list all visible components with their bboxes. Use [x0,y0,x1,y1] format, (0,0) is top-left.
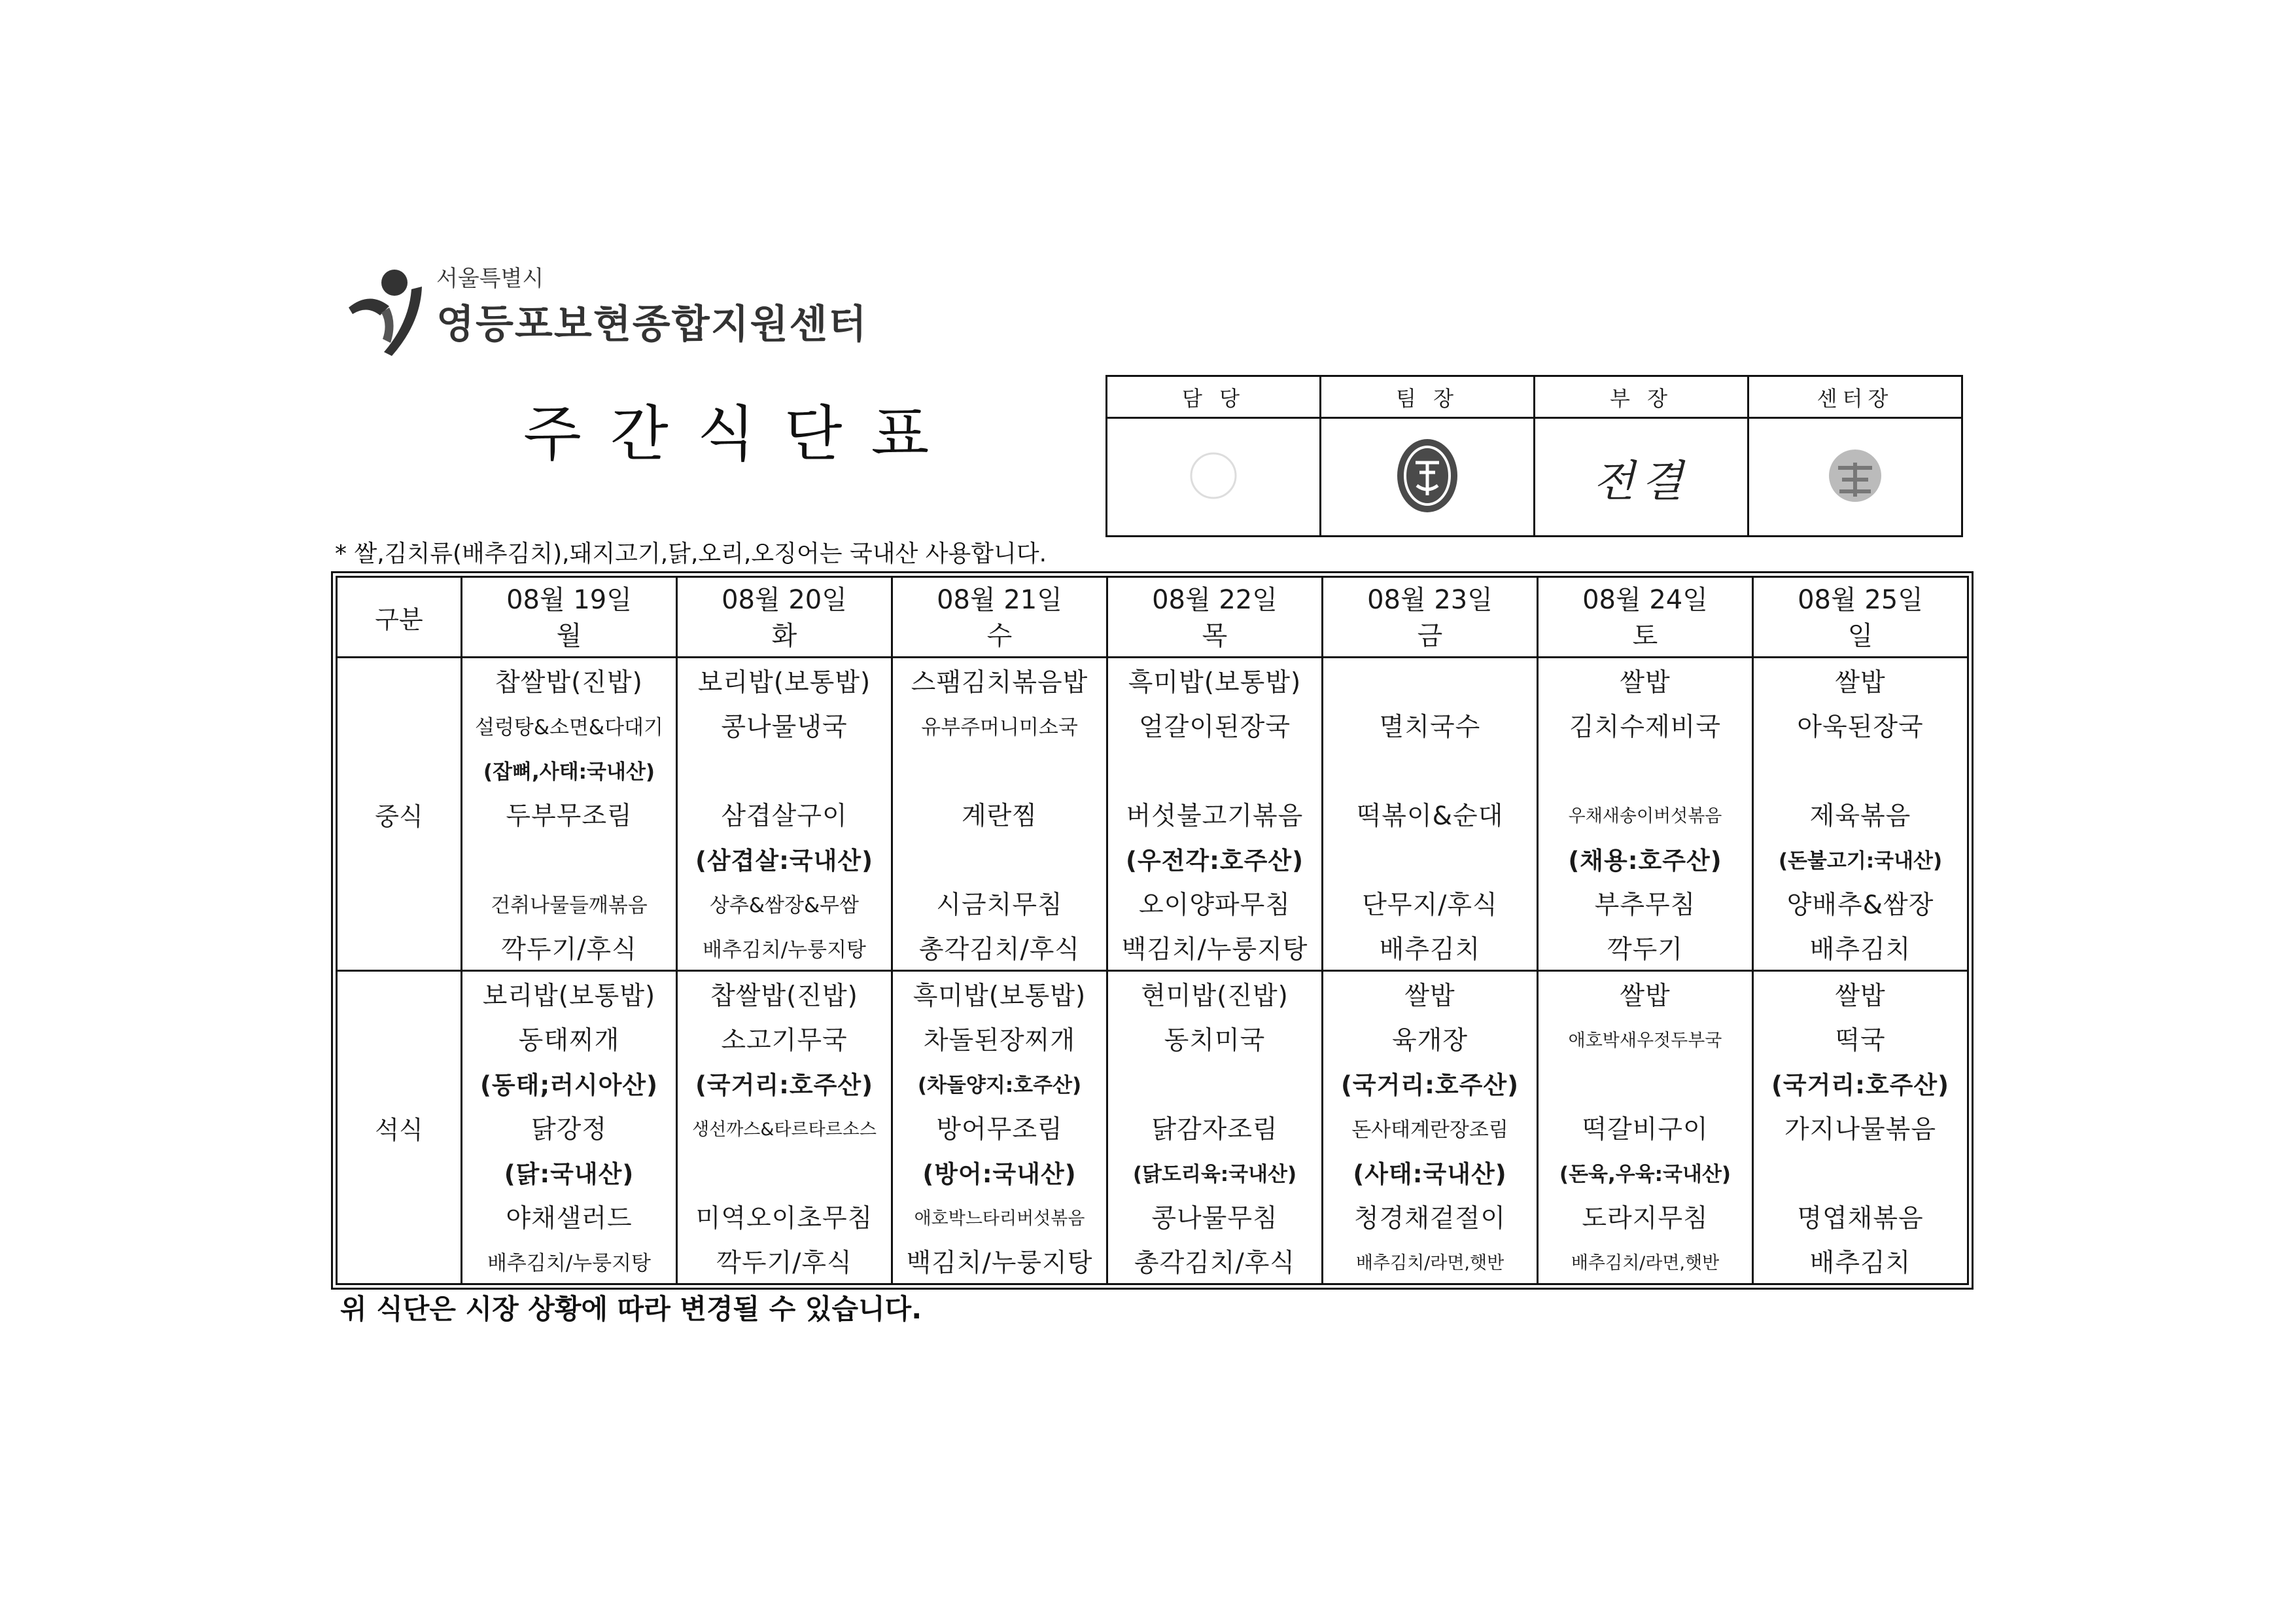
day-weekday: 금 [1417,621,1443,651]
origin-label: (채용:호주산) [1568,847,1722,875]
menu-item [1323,658,1537,703]
day-date: 08월 23일 [1367,585,1493,615]
menu-cell [1323,658,1538,971]
menu-item [678,1150,891,1194]
menu-item [893,747,1106,792]
menu-item [1754,747,1967,792]
menu-item: 김치수제비국 [1569,713,1722,742]
menu-item: 미역오이초무침 [695,1204,873,1233]
menu-item: 보리밥(보통밥) [482,981,656,1011]
menu-cell [1538,971,1753,1284]
menu-item [1539,747,1752,792]
menu-item: 차돌된장찌개 [923,1026,1076,1055]
origin-label: (차돌양지:호주산) [917,1073,1082,1097]
menu-cell [462,971,677,1284]
menu-item [1108,1061,1321,1105]
menu-cell [1107,971,1323,1284]
origin-note: * 쌀,김치류(배추김치),돼지고기,닭,오리,오징어는 국내산 사용합니다. [335,540,1047,567]
menu-item: 배추김치/누룽지탕 [487,1251,651,1275]
day-date: 08월 20일 [722,585,847,615]
faint-seal-icon [1181,443,1246,508]
menu-item: 깍두기/후식 [716,1248,852,1278]
menu-item: 찹쌀밥(진밥) [710,981,858,1011]
origin-label: (동태;러시아산) [479,1071,659,1099]
day-header [462,577,677,658]
day-header [892,577,1107,658]
menu-item: 애호박새우젓두부국 [1568,1030,1722,1051]
menu-item: 명엽채볶음 [1797,1204,1924,1233]
approval-sign-staff [1107,418,1321,537]
menu-item: 방어무조림 [936,1115,1063,1144]
origin-label: (삼겹살:국내산) [695,847,874,875]
menu-item: 도라지무침 [1582,1204,1709,1233]
center-logo [343,260,880,359]
menu-item: 흑미밥(보통밥) [913,981,1087,1011]
menu-item [1539,1061,1752,1105]
menu-item: 동태찌개 [518,1026,620,1055]
menu-item: 배추김치/누룽지탕 [702,938,866,962]
menu-item: 쌀밥 [1620,981,1671,1011]
menu-item: 쌀밥 [1835,668,1886,697]
day-weekday: 일 [1847,621,1873,651]
menu-item: 깍두기 [1607,935,1684,964]
menu-item: 총각김치/후식 [918,935,1081,964]
menu-item: 가지나물볶음 [1784,1115,1937,1144]
approval-box [1105,375,1963,537]
approval-header-team-lead: 팀 장 [1321,376,1535,418]
person-logo-icon [343,260,435,359]
day-weekday: 목 [1202,621,1228,651]
menu-item: 상추&쌈장&무쌈 [709,893,860,917]
approval-header-director: 센터장 [1748,376,1962,418]
menu-item: 우채새송이버섯볶음 [1568,805,1722,826]
menu-item: 총각김치/후식 [1134,1248,1296,1278]
menu-item: 설렁탕&소면&다대기 [475,715,663,739]
day-weekday: 수 [986,621,1013,651]
menu-item: 동치미국 [1164,1026,1266,1055]
day-weekday: 토 [1632,621,1658,651]
meal-label-dinner: 석식 [337,971,462,1284]
menu-cell [462,658,677,971]
menu-item: 생선까스&타르타르소스 [692,1119,877,1140]
logo-city-text: 서울특별시 [436,266,544,292]
menu-cell [677,658,892,971]
menu-item: 배추김치 [1809,935,1911,964]
menu-item: 떡국 [1835,1026,1886,1055]
menu-item: 시금치무침 [936,891,1063,920]
menu-item: 쌀밥 [1620,668,1671,697]
approval-sign-manager [1535,418,1748,537]
menu-cell [892,971,1107,1284]
menu-item: 얼갈이된장국 [1138,713,1291,742]
origin-label: (국거리:호주산) [695,1071,874,1099]
origin-label: (잡뼈,사태:국내산) [483,760,655,784]
stamp-seal-icon [1816,436,1894,515]
menu-item: 계란찜 [961,802,1038,831]
menu-item [893,836,1106,881]
day-date: 08월 25일 [1798,585,1923,615]
menu-item: 양배추&쌈장 [1786,891,1934,920]
menu-item: 콩나물무침 [1151,1204,1278,1233]
day-header [1323,577,1538,658]
dinner-row [337,971,1968,1284]
weekly-menu-table [331,571,1974,1290]
origin-label: (닭:국내산) [504,1160,635,1188]
menu-item: 쌀밥 [1835,981,1886,1011]
menu-item: 쌀밥 [1404,981,1455,1011]
origin-label: (국거리:호주산) [1771,1071,1950,1099]
menu-item: 떡갈비구이 [1582,1115,1709,1144]
origin-label: (우전각:호주산) [1125,847,1304,875]
menu-item: 육개장 [1391,1026,1469,1055]
menu-item [1108,747,1321,792]
day-header [1107,577,1323,658]
menu-item: 닭감자조림 [1151,1115,1278,1144]
menu-item: 백김치/누룽지탕 [906,1248,1093,1278]
menu-item: 배추김치 [1379,935,1481,964]
day-date: 08월 24일 [1582,585,1708,615]
menu-item: 찹쌀밥(진밥) [495,668,643,697]
menu-item: 애호박느타리버섯볶음 [914,1208,1085,1229]
menu-item: 아욱된장국 [1797,713,1924,742]
menu-item: 백김치/누룽지탕 [1121,935,1308,964]
day-header [1753,577,1968,658]
menu-item: 흑미밥(보통밥) [1128,668,1302,697]
menu-item: 콩나물냉국 [721,713,848,742]
menu-cell [1323,971,1538,1284]
header-row [337,577,1968,658]
menu-item: 버섯불고기볶음 [1126,802,1304,831]
day-date: 08월 22일 [1152,585,1278,615]
menu-item: 현미밥(진밥) [1141,981,1289,1011]
menu-item: 배추김치 [1809,1248,1911,1278]
day-header [677,577,892,658]
menu-item: 배추김치/라면,햇반 [1355,1252,1505,1273]
menu-item: 유부주머니미소국 [921,715,1078,739]
logo-center-name: 영등포보현종합지원센터 [436,302,868,347]
menu-item: 깍두기/후식 [501,935,637,964]
approval-sign-team-lead [1321,418,1535,537]
menu-cell [1753,971,1968,1284]
day-weekday: 화 [771,621,797,651]
approval-header-manager: 부 장 [1535,376,1748,418]
menu-item: 떡볶이&순대 [1356,802,1504,831]
origin-label: (방어:국내산) [922,1160,1077,1188]
menu-item: 멸치국수 [1379,713,1481,742]
footer-notice: 위 식단은 시장 상황에 따라 변경될 수 있습니다. [340,1293,922,1325]
menu-item: 닭강정 [531,1115,608,1144]
origin-label: (국거리:호주산) [1340,1071,1520,1099]
page-title: 주간식단표 [523,399,958,469]
menu-item: 배추김치/라면,햇반 [1571,1252,1720,1273]
menu-cell [1538,658,1753,971]
menu-item: 보리밥(보통밥) [697,668,871,697]
lunch-row [337,658,1968,971]
meal-label-lunch: 중식 [337,658,462,971]
menu-cell [677,971,892,1284]
menu-item: 두부무조림 [506,802,633,831]
menu-item: 건취나물들깨볶음 [491,893,648,917]
menu-item [1323,747,1537,792]
menu-item: 스팸김치볶음밥 [911,668,1088,697]
origin-label: (돈불고기:국내산) [1778,849,1943,873]
category-header: 구분 [337,577,462,658]
day-header [1538,577,1753,658]
menu-item: 제육볶음 [1809,802,1911,831]
day-weekday: 월 [556,621,582,651]
menu-item [1323,836,1537,881]
approval-header-staff: 담 당 [1107,376,1321,418]
menu-item: 소고기무국 [721,1026,848,1055]
menu-item: 돈사태계란장조림 [1351,1118,1508,1142]
menu-item: 야채샐러드 [506,1204,633,1233]
menu-item [678,747,891,792]
menu-item: 오이양파무침 [1138,891,1291,920]
approval-sign-director [1748,418,1962,537]
day-date: 08월 21일 [937,585,1062,615]
day-date: 08월 19일 [506,585,632,615]
menu-cell [1753,658,1968,971]
delegated-approval-text: 전결 [1593,455,1690,506]
menu-item [1754,1150,1967,1194]
menu-cell [1107,658,1323,971]
menu-item: 부추무침 [1594,891,1696,920]
origin-label: (돈육,우육:국내산) [1559,1162,1731,1186]
menu-item: 삼겹살구이 [721,802,848,831]
origin-label: (닭도리육:국내산) [1132,1162,1297,1186]
menu-item: 청경채겉절이 [1353,1204,1506,1233]
menu-cell [892,658,1107,971]
stamp-seal-icon [1388,433,1467,518]
origin-label: (사태:국내산) [1353,1160,1507,1188]
menu-item [462,836,676,881]
menu-item: 단무지/후식 [1362,891,1498,920]
